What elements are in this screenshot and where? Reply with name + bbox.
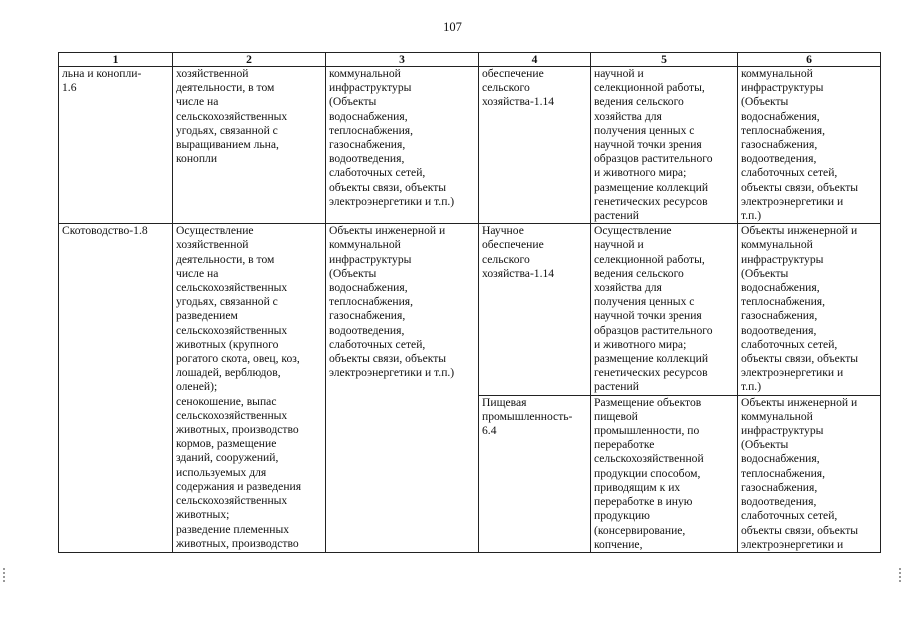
cell-text: Научное обеспечение сельского хозяйства-1.14 xyxy=(482,224,555,280)
table-cell xyxy=(738,67,881,224)
cell-text: Пищевая промышленность- 6.4 xyxy=(482,395,573,438)
cell-text: коммунальной инфраструктуры (Объекты водоснабжения, теплоснабжения, газоснабжения, водоотведения, слаботочных сетей, объекты связи, объекты электроэнергетики и т.п.) xyxy=(329,67,455,208)
cell-text: Размещение объектов пищевой промышленности, по переработке сельскохозяйственной продукции способом, приводящим к их переработке в иную продукцию (консервирование, копчение, xyxy=(594,395,704,551)
cell-text: Скотоводство-1.8 xyxy=(62,224,148,238)
table-cell xyxy=(479,67,591,224)
cell-text: Объекты инженерной и коммунальной инфраструктуры (Объекты водоснабжения, теплоснабжения, газоснабжения, водоотведения, слаботочных сетей, объекты связи, объекты электроэнергетики и xyxy=(741,395,859,551)
right-margin-mark xyxy=(899,568,901,582)
table-cell xyxy=(738,224,881,395)
table-header-row xyxy=(59,53,881,67)
column-header-1: 1 xyxy=(59,53,173,67)
land-use-table xyxy=(58,52,881,553)
cell-text: Осуществление хозяйственной деятельности, в том числе на сельскохозяйственных угодьях, связанной с разведением сельскохозяйственных животных (крупного рогатого скота, овец, коз, лошадей, верблюдов, оленей); сенокошение, выпас сельскохозяйственных животных, производство кормов, размещение зданий, сооружений, используемых для содержания и разведения сельскохозяйственных животных; разведение племенных животных, производство xyxy=(176,224,302,550)
cell-text: коммунальной инфраструктуры (Объекты водоснабжения, теплоснабжения, газоснабжения, водоотведения, слаботочных сетей, объекты связи, объекты электроэнергетики и т.п.) xyxy=(741,67,859,223)
table-row xyxy=(59,67,881,224)
table-cell xyxy=(59,67,173,224)
table-cell xyxy=(591,395,738,552)
table-cell xyxy=(738,395,881,552)
table-cell xyxy=(326,67,479,224)
table-cell xyxy=(479,395,591,552)
left-margin-mark xyxy=(3,568,5,582)
cell-text: научной и селекционной работы, ведения сельского хозяйства для получения ценных с научной точки зрения образцов растительного и животного мира; размещение коллекций генетических ресурсов растений xyxy=(594,67,713,223)
column-header-5: 5 xyxy=(591,53,738,67)
table-cell xyxy=(173,224,326,553)
table-cell xyxy=(326,224,479,553)
table-cell xyxy=(59,224,173,553)
column-header-3: 3 xyxy=(326,53,479,67)
column-header-4: 4 xyxy=(479,53,591,67)
column-header-2: 2 xyxy=(173,53,326,67)
column-header-6: 6 xyxy=(738,53,881,67)
page-number: 107 xyxy=(443,20,462,34)
table-cell xyxy=(591,67,738,224)
cell-text: Объекты инженерной и коммунальной инфраструктуры (Объекты водоснабжения, теплоснабжения, газоснабжения, водоотведения, слаботочных сетей, объекты связи, объекты электроэнергетики и т.п.) xyxy=(329,224,455,380)
table-cell xyxy=(591,224,738,395)
cell-text: хозяйственной деятельности, в том числе на сельскохозяйственных угодьях, связанной с выращиванием льна, конопли xyxy=(176,67,288,166)
cell-text: Осуществление научной и селекционной работы, ведения сельского хозяйства для получения ценных с научной точки зрения образцов растительного и животного мира; размещение коллекций генетических ресурсов растений xyxy=(594,224,713,394)
table-cell xyxy=(479,224,591,395)
table-row xyxy=(59,224,881,395)
table-cell xyxy=(173,67,326,224)
cell-text: обеспечение сельского хозяйства-1.14 xyxy=(482,67,555,109)
cell-text: льна и конопли- 1.6 xyxy=(62,67,142,95)
cell-text: Объекты инженерной и коммунальной инфраструктуры (Объекты водоснабжения, теплоснабжения, газоснабжения, водоотведения, слаботочных сетей, объекты связи, объекты электроэнергетики и т.п.) xyxy=(741,224,859,394)
